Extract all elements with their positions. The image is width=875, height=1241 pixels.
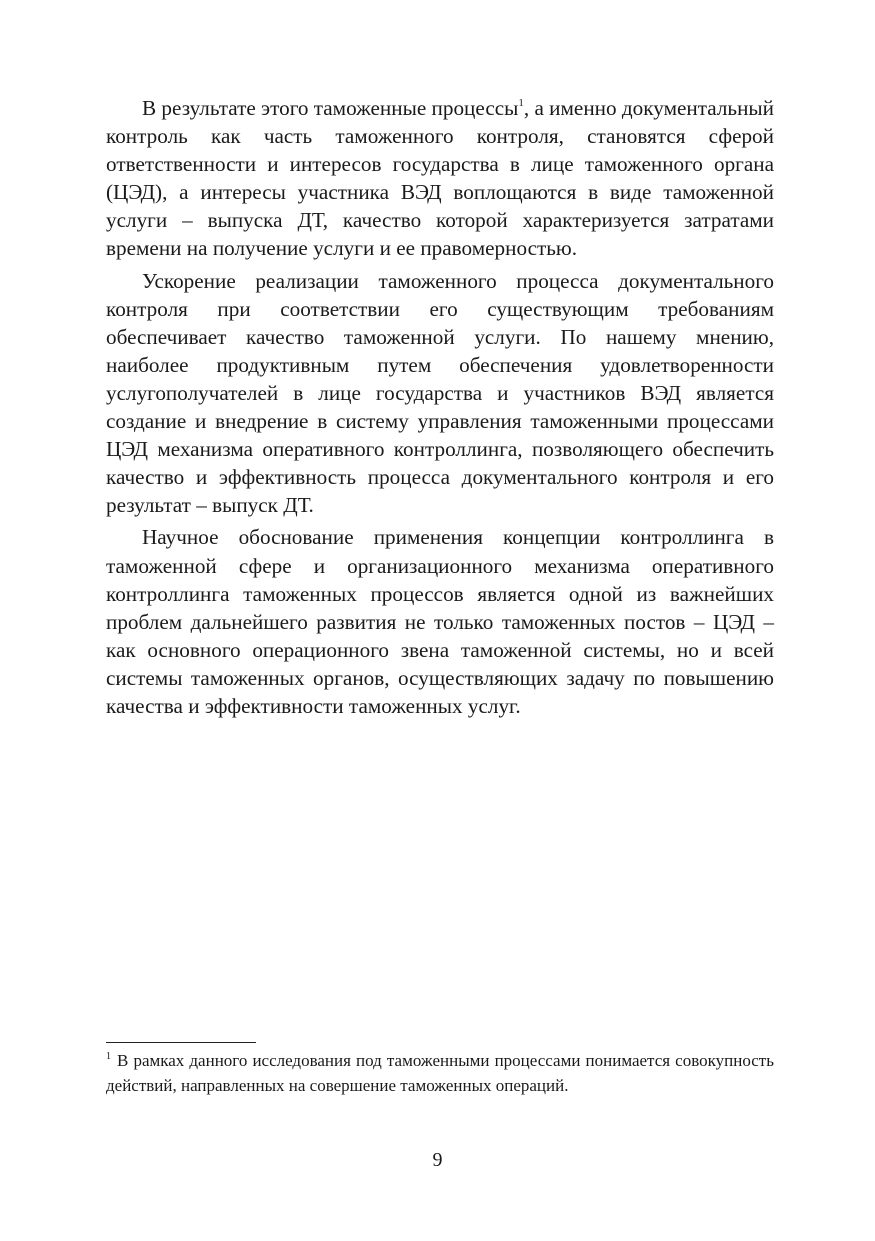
paragraph-1-start: В результате этого таможенные процессы [142, 96, 519, 120]
main-text [106, 94, 774, 724]
footnote-reference: 1 [518, 96, 524, 109]
footnote-number: 1 [106, 1051, 111, 1063]
paragraph-1-rest: , а именно документальный контроль как часть таможенного контроля, становятся сферой ответственности и интересов государства в лице таможенного органа (ЦЭД), а интересы участника ВЭД воплощаются в виде таможенной услуги – выпуска ДТ, качество которой характеризуется затратами времени на получение услуги и ее правомерностью. [106, 96, 774, 261]
footnote [106, 1049, 774, 1098]
page-number: 9 [432, 1149, 443, 1171]
paragraph-1 [106, 94, 774, 263]
footnote-divider [106, 1042, 256, 1043]
footnote-text: В рамках данного исследования под таможенными процессами понимается совокупность действий, направленных на совершение таможенных операций. [106, 1051, 774, 1095]
paragraph-3: Научное обоснование применения концепции контроллинга в таможенной сфере и организационного механизма оперативного контроллинга таможенных процессов является одной из важнейших проблем дальнейшего развития не только таможенных постов – ЦЭД – как основного операционного звена таможенной системы, но и всей системы таможенных органов, осуществляющих задачу по повышению качества и эффективности таможенных услуг. [106, 525, 774, 718]
paragraph-2: Ускорение реализации таможенного процесса документального контроля при соответствии его существующим требованиям обеспечивает качество таможенной услуги. По нашему мнению, наиболее продуктивным путем обеспечения удовлетворенности услугополучателей в лице государства и участников ВЭД является создание и внедрение в систему управления таможенными процессами ЦЭД механизма оперативного контроллинга, позволяющего обеспечить качество и эффективность процесса документального контроля и его результат – выпуск ДТ. [106, 268, 774, 518]
